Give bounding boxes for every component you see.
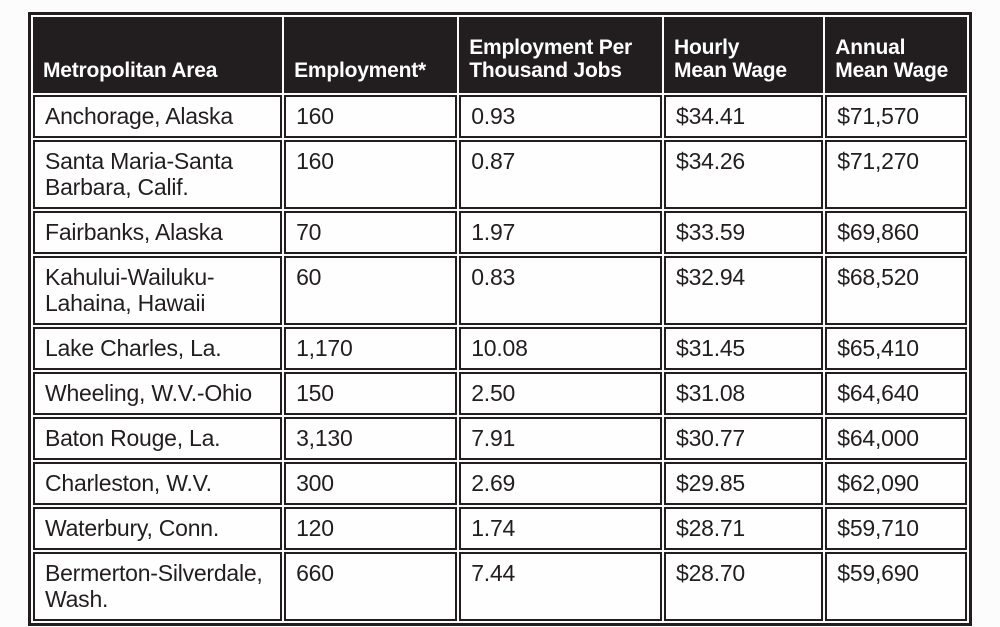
cell-per-thousand: 1.74 (459, 507, 662, 550)
cell-area: Fairbanks, Alaska (33, 211, 282, 254)
cell-per-thousand: 1.97 (459, 211, 662, 254)
header-cell-annual-mean-wage (825, 17, 967, 93)
cell-annual-wage: $71,570 (825, 95, 967, 138)
cell-employment: 160 (284, 140, 457, 209)
wage-table-container (28, 12, 972, 626)
header-label: Employment* (294, 59, 426, 83)
cell-hourly-wage: $29.85 (664, 462, 823, 505)
cell-hourly-wage: $30.77 (664, 417, 823, 460)
cell-employment: 60 (284, 256, 457, 325)
header-cell-metropolitan-area (33, 17, 282, 93)
cell-per-thousand: 0.83 (459, 256, 662, 325)
table-row (33, 140, 967, 209)
cell-area: Baton Rouge, La. (33, 417, 282, 460)
cell-annual-wage: $64,000 (825, 417, 967, 460)
cell-hourly-wage: $34.41 (664, 95, 823, 138)
cell-area: Kahului-Wailuku-Lahaina, Hawaii (33, 256, 282, 325)
cell-employment: 160 (284, 95, 457, 138)
cell-area: Wheeling, W.V.-Ohio (33, 372, 282, 415)
cell-per-thousand: 0.87 (459, 140, 662, 209)
cell-hourly-wage: $28.71 (664, 507, 823, 550)
header-label-line2: Mean Wage (835, 59, 949, 83)
table-row (33, 95, 967, 138)
cell-per-thousand: 2.69 (459, 462, 662, 505)
cell-area: Waterbury, Conn. (33, 507, 282, 550)
table-row (33, 372, 967, 415)
cell-employment: 660 (284, 552, 457, 621)
cell-per-thousand: 7.44 (459, 552, 662, 621)
header-label-line1: Hourly (674, 35, 740, 59)
cell-annual-wage: $65,410 (825, 327, 967, 370)
cell-employment: 120 (284, 507, 457, 550)
cell-hourly-wage: $31.08 (664, 372, 823, 415)
cell-area: Santa Maria-Santa Barbara, Calif. (33, 140, 282, 209)
cell-per-thousand: 2.50 (459, 372, 662, 415)
cell-annual-wage: $68,520 (825, 256, 967, 325)
cell-annual-wage: $59,710 (825, 507, 967, 550)
cell-per-thousand: 7.91 (459, 417, 662, 460)
header-label: Metropolitan Area (43, 59, 218, 83)
cell-hourly-wage: $33.59 (664, 211, 823, 254)
header-cell-hourly-mean-wage (664, 17, 823, 93)
cell-area: Anchorage, Alaska (33, 95, 282, 138)
metro-wage-table (28, 12, 972, 626)
table-row (33, 211, 967, 254)
header-cell-employment-per-thousand (459, 17, 662, 93)
cell-per-thousand: 10.08 (459, 327, 662, 370)
cell-annual-wage: $64,640 (825, 372, 967, 415)
cell-annual-wage: $71,270 (825, 140, 967, 209)
cell-employment: 1,170 (284, 327, 457, 370)
header-label-line2: Thousand Jobs (469, 59, 622, 83)
cell-employment: 70 (284, 211, 457, 254)
cell-area: Bermerton-Silverdale, Wash. (33, 552, 282, 621)
header-label-line2: Mean Wage (674, 59, 787, 83)
table-row (33, 552, 967, 621)
cell-hourly-wage: $28.70 (664, 552, 823, 621)
cell-area: Lake Charles, La. (33, 327, 282, 370)
header-row (33, 17, 967, 93)
header-label-line1: Employment Per (469, 35, 633, 59)
header-label-line1: Annual (835, 35, 906, 59)
header-cell-employment (284, 17, 457, 93)
cell-hourly-wage: $34.26 (664, 140, 823, 209)
cell-annual-wage: $62,090 (825, 462, 967, 505)
cell-area: Charleston, W.V. (33, 462, 282, 505)
cell-employment: 150 (284, 372, 457, 415)
table-row (33, 327, 967, 370)
cell-employment: 3,130 (284, 417, 457, 460)
cell-hourly-wage: $32.94 (664, 256, 823, 325)
cell-annual-wage: $59,690 (825, 552, 967, 621)
cell-hourly-wage: $31.45 (664, 327, 823, 370)
cell-employment: 300 (284, 462, 457, 505)
table-row (33, 256, 967, 325)
table-row (33, 417, 967, 460)
table-row (33, 462, 967, 505)
cell-annual-wage: $69,860 (825, 211, 967, 254)
cell-per-thousand: 0.93 (459, 95, 662, 138)
table-row (33, 507, 967, 550)
